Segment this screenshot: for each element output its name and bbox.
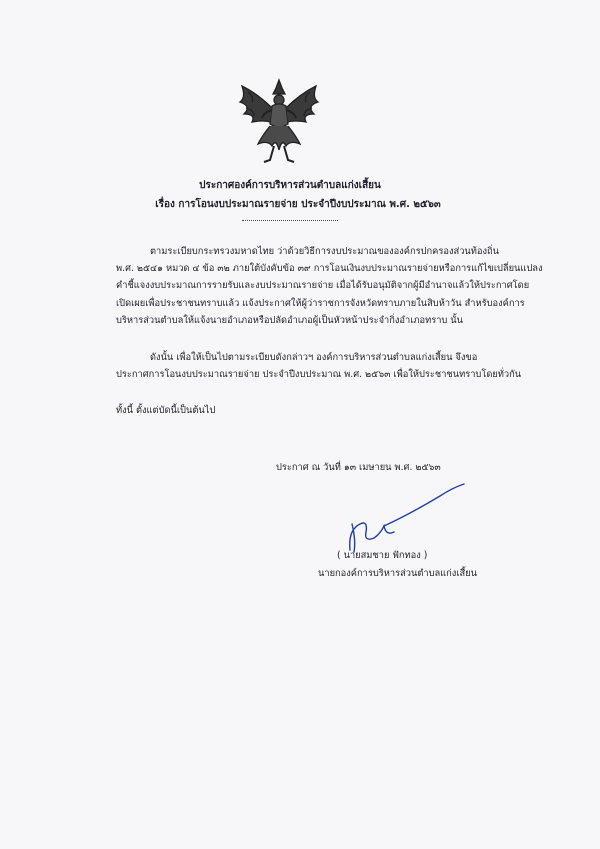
paragraph-line: ตามระเบียบกระทรวงมหาดไทย ว่าด้วยวิธีการงบประมาณขององค์กรปกครองส่วนท้องถิ่น: [150, 246, 500, 257]
announcement-date: ประกาศ ณ วันที่ ๑๓ เมษายน พ.ศ. ๒๕๖๓: [276, 462, 441, 473]
signer-name: ( นายสมชาย ฟักทอง ): [337, 550, 428, 561]
paragraph-effective: [116, 402, 556, 419]
announcement-title: ประกาศองค์การบริหารส่วนตำบลแก่งเสี้ยน: [199, 180, 381, 191]
announcement-subject: เรื่อง การโอนงบประมาณรายจ่าย ประจำปีงบประมาณ พ.ศ. ๒๕๖๓: [155, 199, 441, 210]
paragraph-line: ดังนั้น เพื่อให้เป็นไปตามระเบียบดังกล่าวฯ องค์การบริหารส่วนตำบลแก่งเสี้ยน จึงขอ: [150, 352, 478, 363]
title-divider: [242, 220, 338, 221]
paragraph-line: พ.ศ. ๒๕๔๑ หมวด ๔ ข้อ ๓๒ ภายใต้บังคับข้อ ๓๙ การโอนเงินงบประมาณรายจ่ายหรือการแก้ไขเปลี่ยนแปลง: [116, 263, 543, 275]
paragraph-line: บริหารส่วนตำบลให้แจ้งนายอำเภอหรือปลัดอำเภอผู้เป็นหัวหน้าประจำกิ่งอำเภอทราบ นั้น: [116, 314, 464, 326]
paragraph-line: คำชี้แจงงบประมาณการรายรับและงบประมาณรายจ่าย เมื่อได้รับอนุมัติจากผู้มีอำนาจแล้วให้ประกาศโดย: [116, 280, 530, 292]
garuda-emblem-icon: [232, 76, 326, 168]
paragraph-regulation: [116, 243, 556, 329]
paragraph-line: เปิดเผยเพื่อประชาชนทราบแล้ว แจ้งประกาศให้ผู้ว่าราชการจังหวัดทราบภายในสิบห้าวัน สำหรับองค์การ: [116, 297, 525, 309]
signer-position: นายกองค์การบริหารส่วนตำบลแก่งเสี้ยน: [318, 568, 477, 579]
paragraph-line: ทั้งนี้ ตั้งแต่บัดนี้เป็นต้นไป: [116, 405, 216, 416]
paragraph-announcement: [116, 349, 556, 383]
paragraph-line: ประกาศการโอนงบประมาณรายจ่าย ประจำปีงบประมาณ พ.ศ. ๒๕๖๓ เพื่อให้ประชาชนทราบโดยทั่วกัน: [116, 369, 522, 381]
